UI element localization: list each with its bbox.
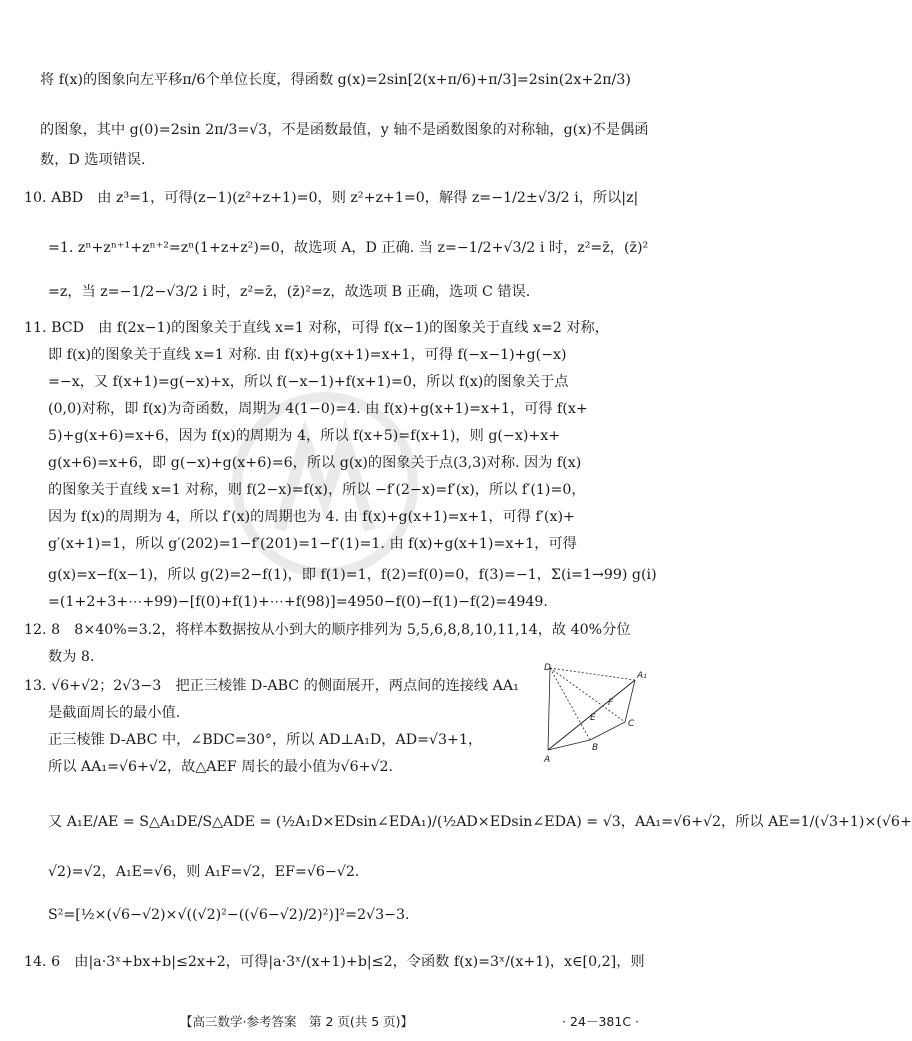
answer-13-line: 13. √6+√2；2√3−3 把正三棱锥 D-ABC 的侧面展开，两点间的连接线 AA₁ bbox=[24, 678, 519, 694]
footer-center: 【高三数学·参考答案 第 2 页(共 5 页)】 bbox=[180, 1014, 414, 1029]
text-line: 的图象，其中 g(0)=2sin 2π/3=√3，不是函数最值，y 轴不是函数图象的对称轴，g(x)不是偶函 bbox=[40, 122, 649, 138]
text-line: g(x+6)=x+6，即 g(−x)+g(x+6)=6，所以 g(x)的图象关于点(3,3)对称. 因为 f(x) bbox=[48, 455, 582, 471]
text-line: S²=[½×(√6−√2)×√((√2)²−((√6−√2)/2)²)]²=2√3−3. bbox=[48, 907, 410, 923]
figure-label-d: D bbox=[544, 663, 551, 673]
text-line: 5)+g(x+6)=x+6，因为 f(x)的周期为 4，所以 f(x+5)=f(x+1)，则 g(−x)+x+ bbox=[48, 428, 561, 444]
answer-12-line: 12. 8 8×40%=3.2，将样本数据按从小到大的顺序排列为 5,5,6,8,8,10,11,14，故 40%分位 bbox=[24, 622, 631, 638]
text-line: 又 A₁E/AE = S△A₁DE/S△ADE = (½A₁D×EDsin∠EDA₁)/(½AD×EDsin∠EDA) = √3，AA₁=√6+√2，所以 AE=1/(√3+1)×(√6+ bbox=[48, 814, 912, 830]
figure-label-a1: A₁ bbox=[637, 671, 647, 681]
pyramid-figure bbox=[540, 660, 650, 770]
text-line: =(1+2+3+⋯+99)−[f(0)+f(1)+⋯+f(98)]=4950−f(0)−f(1)−f(2)=4949. bbox=[48, 594, 548, 610]
text-line: √2)=√2，A₁E=√6，则 A₁F=√2，EF=√6−√2. bbox=[48, 864, 360, 880]
figure-label-f: F bbox=[608, 698, 614, 708]
text-line: 数，D 选项错误. bbox=[40, 152, 146, 168]
figure-label-c: C bbox=[628, 719, 635, 729]
text-line: 因为 f(x)的周期为 4，所以 f′(x)的周期也为 4. 由 f(x)+g(x+1)=x+1，可得 f′(x)+ bbox=[48, 509, 575, 525]
answer-14-line: 14. 6 由|a·3ˣ+bx+b|≤2x+2，可得|a·3ˣ/(x+1)+b|≤2，令函数 f(x)=3ˣ/(x+1)，x∈[0,2]，则 bbox=[24, 954, 645, 970]
text-line: =z，当 z=−1/2−√3/2 i 时，z²=z̄，(z̄)²=z，故选项 B 正确，选项 C 错误. bbox=[48, 284, 531, 300]
answer-10-line: 10. ABD 由 z³=1，可得(z−1)(z²+z+1)=0，则 z²+z+1=0，解得 z=−1/2±√3/2 i，所以|z| bbox=[24, 190, 639, 206]
figure-label-b: B bbox=[592, 743, 599, 753]
text-line: 即 f(x)的图象关于直线 x=1 对称. 由 f(x)+g(x+1)=x+1，可得 f(−x−1)+g(−x) bbox=[48, 347, 567, 363]
text-line: (0,0)对称，即 f(x)为奇函数，周期为 4(1−0)=4. 由 f(x)+g(x+1)=x+1，可得 f(x+ bbox=[48, 401, 588, 417]
text-line: 将 f(x)的图象向左平移π/6个单位长度，得函数 g(x)=2sin[2(x+π/6)+π/3]=2sin(2x+2π/3) bbox=[40, 72, 631, 88]
text-line: 所以 AA₁=√6+√2，故△AEF 周长的最小值为√6+√2. bbox=[48, 759, 394, 775]
text-line: =−x，又 f(x+1)=g(−x)+x，所以 f(−x−1)+f(x+1)=0，所以 f(x)的图象关于点 bbox=[48, 374, 569, 390]
text-line: 数为 8. bbox=[48, 649, 95, 665]
text-line: g(x)=x−f(x−1)，所以 g(2)=2−f(1)，即 f(1)=1，f(2)=f(0)=0，f(3)=−1，Σ(i=1→99) g(i) bbox=[48, 567, 657, 583]
text-line: g′(x+1)=1，所以 g′(202)=1−f′(201)=1−f′(1)=1. 由 f(x)+g(x+1)=x+1，可得 bbox=[48, 536, 577, 552]
text-line: 是截面周长的最小值. bbox=[48, 705, 181, 721]
figure-label-e: E bbox=[590, 713, 596, 723]
answer-11-line: 11. BCD 由 f(2x−1)的图象关于直线 x=1 对称，可得 f(x−1)的图象关于直线 x=2 对称， bbox=[24, 320, 609, 336]
footer-code: · 24－381C · bbox=[562, 1014, 639, 1029]
text-line: =1. zⁿ+zⁿ⁺¹+zⁿ⁺²=zⁿ(1+z+z²)=0，故选项 A，D 正确. 当 z=−1/2+√3/2 i 时，z²=z̄，(z̄)² bbox=[48, 240, 649, 256]
text-line: 正三棱锥 D-ABC 中，∠BDC=30°，所以 AD⊥A₁D，AD=√3+1， bbox=[48, 732, 483, 748]
figure-label-a: A bbox=[544, 755, 551, 765]
text-line: 的图象关于直线 x=1 对称，则 f(2−x)=f(x)，所以 −f′(2−x)=f′(x)，所以 f′(1)=0， bbox=[48, 482, 586, 498]
